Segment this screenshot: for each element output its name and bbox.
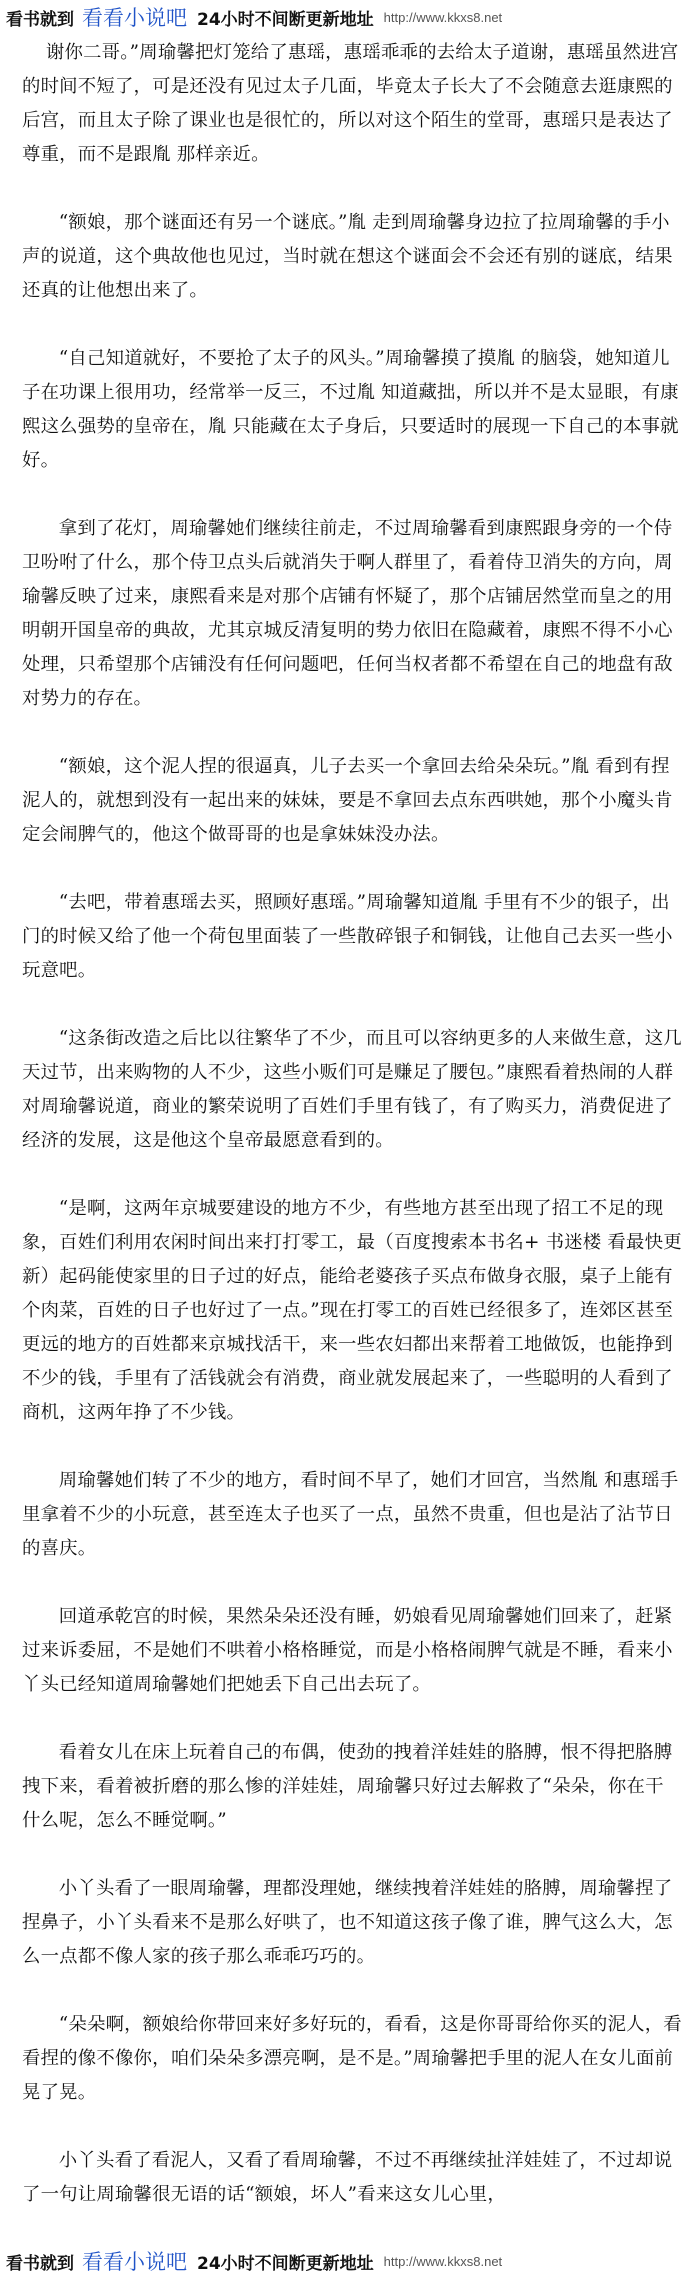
site-name-link[interactable]: 看看小说吧: [82, 6, 187, 30]
site-name-link[interactable]: 看看小说吧: [82, 2250, 187, 2274]
paragraph: 回道承乾宫的时候，果然朵朵还没有睡，奶娘看见周瑜馨她们回来了，赶紧过来诉委屈，不是她们不哄着小格格睡觉，而是小格格闹脾气就是不睡，看来小丫头已经知道周瑜馨她们把她丢下自己出去玩了。: [22, 1606, 673, 1695]
site-url-link[interactable]: http://www.kkxs8.net: [383, 2253, 503, 2269]
paragraph: 谢你二哥。”周瑜馨把灯笼给了惠瑶，惠瑶乖乖的去给太子道谢，惠瑶虽然进宫的时间不短了，可是还没有见过太子几面，毕竟太子长大了不会随意去逛康熙的后宫，而且太子除了课业也是很忙的，所以对这个陌生的堂哥，惠瑶只是表达了尊重，而不是跟胤 那样亲近。: [22, 42, 679, 165]
paragraph: 周瑜馨她们转了不少的地方，看时间不早了，她们才回宫，当然胤 和惠瑶手里拿着不少的小玩意，甚至连太子也买了一点，虽然不贵重，但也是沾了沾节日的喜庆。: [22, 1470, 679, 1559]
paragraph: 看着女儿在床上玩着自己的布偶，使劲的拽着洋娃娃的胳膊，恨不得把胳膊拽下来，看着被折磨的那么惨的洋娃娃，周瑜馨只好过去解救了“朵朵，你在干什么呢，怎么不睡觉啊。”: [22, 1742, 673, 1831]
paragraph: “这条街改造之后比以往繁华了不少，而且可以容纳更多的人来做生意，这几天过节，出来购物的人不少，这些小贩们可是赚足了腰包。”康熙看着热闹的人群对周瑜馨说道，商业的繁荣说明了百姓们手里有钱了，有了购买力，消费促进了经济的发展，这是他这个皇帝最愿意看到的。: [22, 1028, 682, 1151]
banner-slogan: 看书就到: [6, 2253, 74, 2274]
banner-update-note: 24小时不间断更新地址: [197, 9, 374, 30]
site-url-link[interactable]: http://www.kkxs8.net: [383, 9, 503, 25]
paragraph: 小丫头看了看泥人，又看了看周瑜馨，不过不再继续扯洋娃娃了，不过却说了一句让周瑜馨很无语的话“额娘，坏人”看来这女儿心里，: [22, 2150, 673, 2205]
paragraph: 小丫头看了一眼周瑜馨，理都没理她，继续拽着洋娃娃的胳膊，周瑜馨捏了捏鼻子，小丫头看来不是那么好哄了，也不知道这孩子像了谁，脾气这么大，怎么一点都不像人家的孩子那么乖乖巧巧的。: [22, 1878, 673, 1967]
paragraph: 拿到了花灯，周瑜馨她们继续往前走，不过周瑜馨看到康熙跟身旁的一个侍卫吩咐了什么，那个侍卫点头后就消失于啊人群里了，看着侍卫消失的方向，周瑜馨反映了过来，康熙看来是对那个店铺有怀疑了，那个店铺居然堂而皇之的用明朝开国皇帝的典故，尤其京城反清复明的势力依旧在隐藏着，康熙不得不小心处理，只希望那个店铺没有任何问题吧，任何当权者都不希望在自己的地盘有敌对势力的存在。: [22, 518, 673, 709]
bottom-banner: [0, 2244, 700, 2278]
paragraph: “自己知道就好，不要抢了太子的风头。”周瑜馨摸了摸胤 的脑袋，她知道儿子在功课上很用功，经常举一反三，不过胤 知道藏拙，所以并不是太显眼，有康熙这么强势的皇帝在，胤 只能藏在太子身后，只要适时的展现一下自己的本事就好。: [22, 348, 679, 471]
paragraph: “额娘，那个谜面还有另一个谜底。”胤 走到周瑜馨身边拉了拉周瑜馨的手小声的说道，这个典故他也见过，当时就在想这个谜面会不会还有别的谜底，结果还真的让他想出来了。: [22, 212, 673, 301]
top-banner: [0, 0, 700, 34]
chapter-text: [22, 36, 682, 2212]
paragraph: “是啊，这两年京城要建设的地方不少，有些地方甚至出现了招工不足的现象，百姓们利用农闲时间出来打打零工，最（百度搜索本书名+ 书迷楼 看最快更新）起码能使家里的日子过的好点，能给老婆孩子买点布做身衣服，桌子上能有个肉菜，百姓的日子也好过了一点。”现在打零工的百姓已经很多了，连郊区甚至更远的地方的百姓都来京城找活干，来一些农妇都出来帮着工地做饭，也能挣到不少的钱，手里有了活钱就会有消费，商业就发展起来了，一些聪明的人看到了商机，这两年挣了不少钱。: [22, 1198, 682, 1423]
banner-slogan: 看书就到: [6, 9, 74, 30]
paragraph: “朵朵啊，额娘给你带回来好多好玩的，看看，这是你哥哥给你买的泥人，看看捏的像不像你，咱们朵朵多漂亮啊，是不是。”周瑜馨把手里的泥人在女儿面前晃了晃。: [22, 2014, 682, 2103]
paragraph: “去吧，带着惠瑶去买，照顾好惠瑶。”周瑜馨知道胤 手里有不少的银子，出门的时候又给了他一个荷包里面装了一些散碎银子和铜钱，让他自己去买一些小玩意吧。: [22, 892, 673, 981]
paragraph: “额娘，这个泥人捏的很逼真，儿子去买一个拿回去给朵朵玩。”胤 看到有捏泥人的，就想到没有一起出来的妹妹，要是不拿回去点东西哄她，那个小魔头肯定会闹脾气的，他这个做哥哥的也是拿妹妹没办法。: [22, 756, 673, 845]
banner-update-note: 24小时不间断更新地址: [197, 2253, 374, 2274]
